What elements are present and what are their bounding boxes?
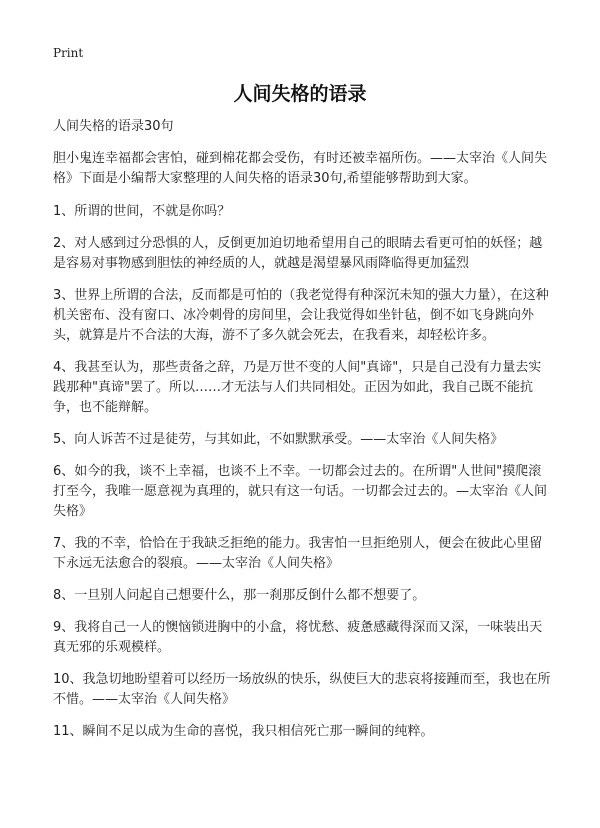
article-subtitle: 人间失格的语录30句: [53, 119, 174, 134]
quote-item-5: 5、向人诉苦不过是徒劳，与其如此，不如默默承受。——太宰治《人间失格》: [53, 432, 504, 447]
quote-item-3: 3、世界上所谓的合法，反而都是可怕的（我老觉得有种深沉未知的强大力量），在这种机关密布、没有窗口、冰冷刺骨的房间里，会让我觉得如坐针毡，倒不如飞身跳向外头，就算是片不合法的大海，游不了多久就会死去，在我看来，却轻松许多。: [53, 288, 549, 343]
quote-item-11: 11、瞬间不足以成为生命的喜悦，我只相信死亡那一瞬间的纯粹。: [53, 724, 434, 739]
article-body: [53, 117, 553, 754]
quote-item-1: 1、所谓的世间，不就是你吗？: [53, 204, 231, 219]
print-link[interactable]: Print: [53, 46, 84, 60]
quote-item-10: 10、我急切地盼望着可以经历一场放纵的快乐，纵使巨大的悲哀将接踵而至，我也在所不惜。——太宰治《人间失格》: [53, 672, 551, 707]
quote-item-9: 9、我将自己一人的懊恼锁进胸中的小盒，将忧愁、疲惫感藏得深而又深，一味装出天真无邪的乐观模样。: [53, 620, 543, 655]
quote-item-8: 8、一旦别人问起自己想要什么，那一刹那反倒什么都不想要了。: [53, 588, 426, 603]
quote-item-7: 7、我的不幸，恰恰在于我缺乏拒绝的能力。我害怕一旦拒绝别人，便会在彼此心里留下永远无法愈合的裂痕。——太宰治《人间失格》: [53, 536, 543, 571]
quote-item-2: 2、对人感到过分恐惧的人，反倒更加迫切地希望用自己的眼睛去看更可怕的妖怪；越是容易对事物感到胆怯的神经质的人，就越是渴望暴风雨降临得更加猛烈: [53, 236, 543, 271]
page-title: 人间失格的语录: [233, 83, 367, 105]
quote-item-6: 6、如今的我，谈不上幸福，也谈不上不幸。一切都会过去的。在所谓"人世间"摸爬滚打至今，我唯一愿意视为真理的，就只有这一句话。一切都会过去的。—太宰治《人间失格》: [53, 464, 548, 519]
article-intro: 胆小鬼连幸福都会害怕，碰到棉花都会受伤，有时还被幸福所伤。——太宰治《人间失格》下面是小编帮大家整理的人间失格的语录30句,希望能够帮助到大家。: [53, 151, 548, 186]
quote-item-4: 4、我甚至认为，那些责备之辞，乃是万世不变的人间"真谛"，只是自己没有力量去实践那种"真谛"罢了。所以……才无法与人们共同相处。正因为如此，我自己既不能抗争，也不能辩解。: [53, 360, 542, 415]
